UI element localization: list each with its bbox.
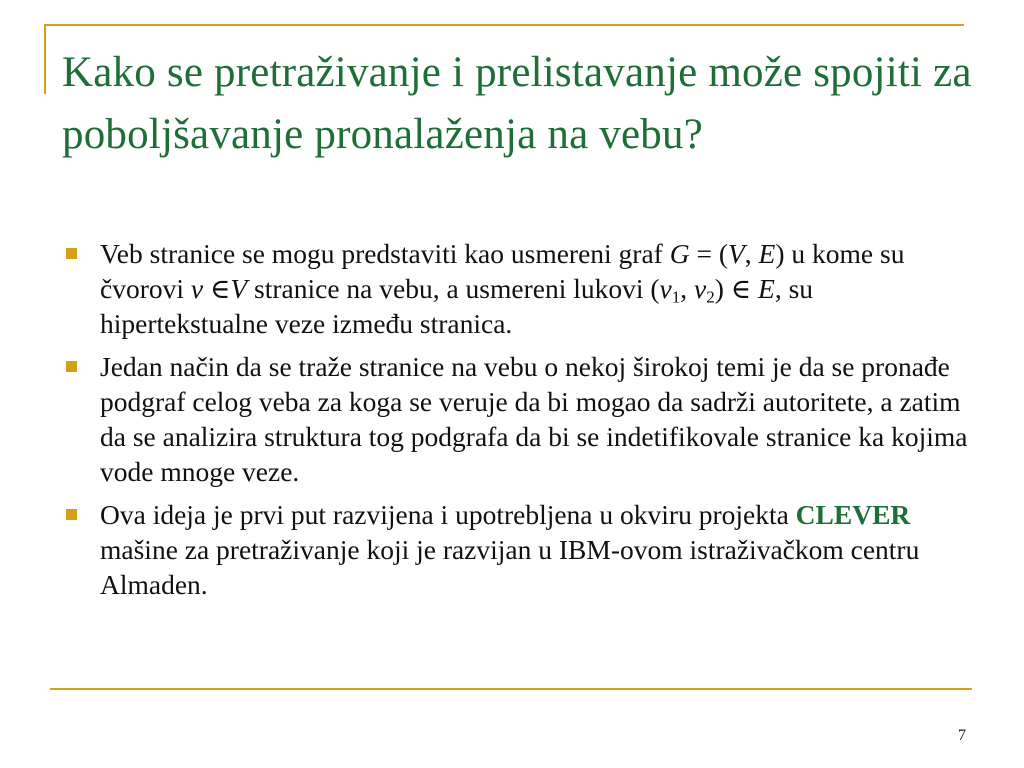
text-segment: Ova ideja je prvi put razvijena i upotrebljena u okviru projekta xyxy=(100,499,796,530)
bullet-text xyxy=(100,497,972,602)
text-segment: , su hipertekstualne veze između stranica. xyxy=(100,273,814,339)
page-number: 7 xyxy=(958,727,966,744)
top-border-line xyxy=(44,24,964,26)
text-segment: , xyxy=(680,273,695,304)
bullet-list xyxy=(62,236,972,610)
bullet-text: Jedan način da se traže stranice na vebu o nekoj širokoj temi je da se pronađe podgraf celog veba za koga se veruje da bi mogao da sadrži autoritete, a zatim da se analizira struktura tog podgrafa da bi se indetifikovale stranice ka kojima vode mnoge veze. xyxy=(100,351,968,487)
text-segment: Veb stranice se mogu predstaviti kao usmereni graf xyxy=(100,238,670,269)
text-segment: = ( xyxy=(689,238,728,269)
edge-set-symbol: E xyxy=(758,238,776,269)
clever-highlight: CLEVER xyxy=(795,499,911,530)
text-segment: , xyxy=(744,238,759,269)
bullet-item-subgraph xyxy=(62,349,972,489)
bullet-item-graph xyxy=(62,236,972,341)
slide-title: Kako se pretraživanje i prelistavanje može spojiti za poboljšavanje pronalaženja na vebu? xyxy=(62,49,972,158)
square-bullet-icon xyxy=(66,509,77,520)
bullet-text xyxy=(100,236,972,341)
text-segment: ) u kome su čvorovi xyxy=(100,238,905,304)
subscript-two: 2 xyxy=(706,287,715,307)
vertex-set-symbol: V xyxy=(727,238,745,269)
text-segment: ) ∈ xyxy=(714,273,759,304)
bottom-border-line xyxy=(50,688,972,690)
vertex-symbol: v xyxy=(694,273,707,304)
vertex-symbol: v xyxy=(659,273,672,304)
edge-set-symbol: E xyxy=(758,273,775,304)
square-bullet-icon xyxy=(66,248,77,259)
graph-symbol: G xyxy=(669,238,690,269)
subscript-one: 1 xyxy=(671,287,681,307)
text-segment: stranice na vebu, a usmereni lukovi ( xyxy=(247,273,660,304)
left-border-line xyxy=(44,24,46,94)
vertex-symbol: v xyxy=(190,273,204,304)
bullet-item-clever xyxy=(62,497,972,602)
square-bullet-icon xyxy=(66,361,77,372)
text-segment: mašine za pretraživanje koji je razvijan u IBM-ovom istraživačkom centru Almaden. xyxy=(100,534,920,600)
text-segment: ∈ xyxy=(203,273,231,304)
vertex-set-symbol: V xyxy=(230,273,248,304)
